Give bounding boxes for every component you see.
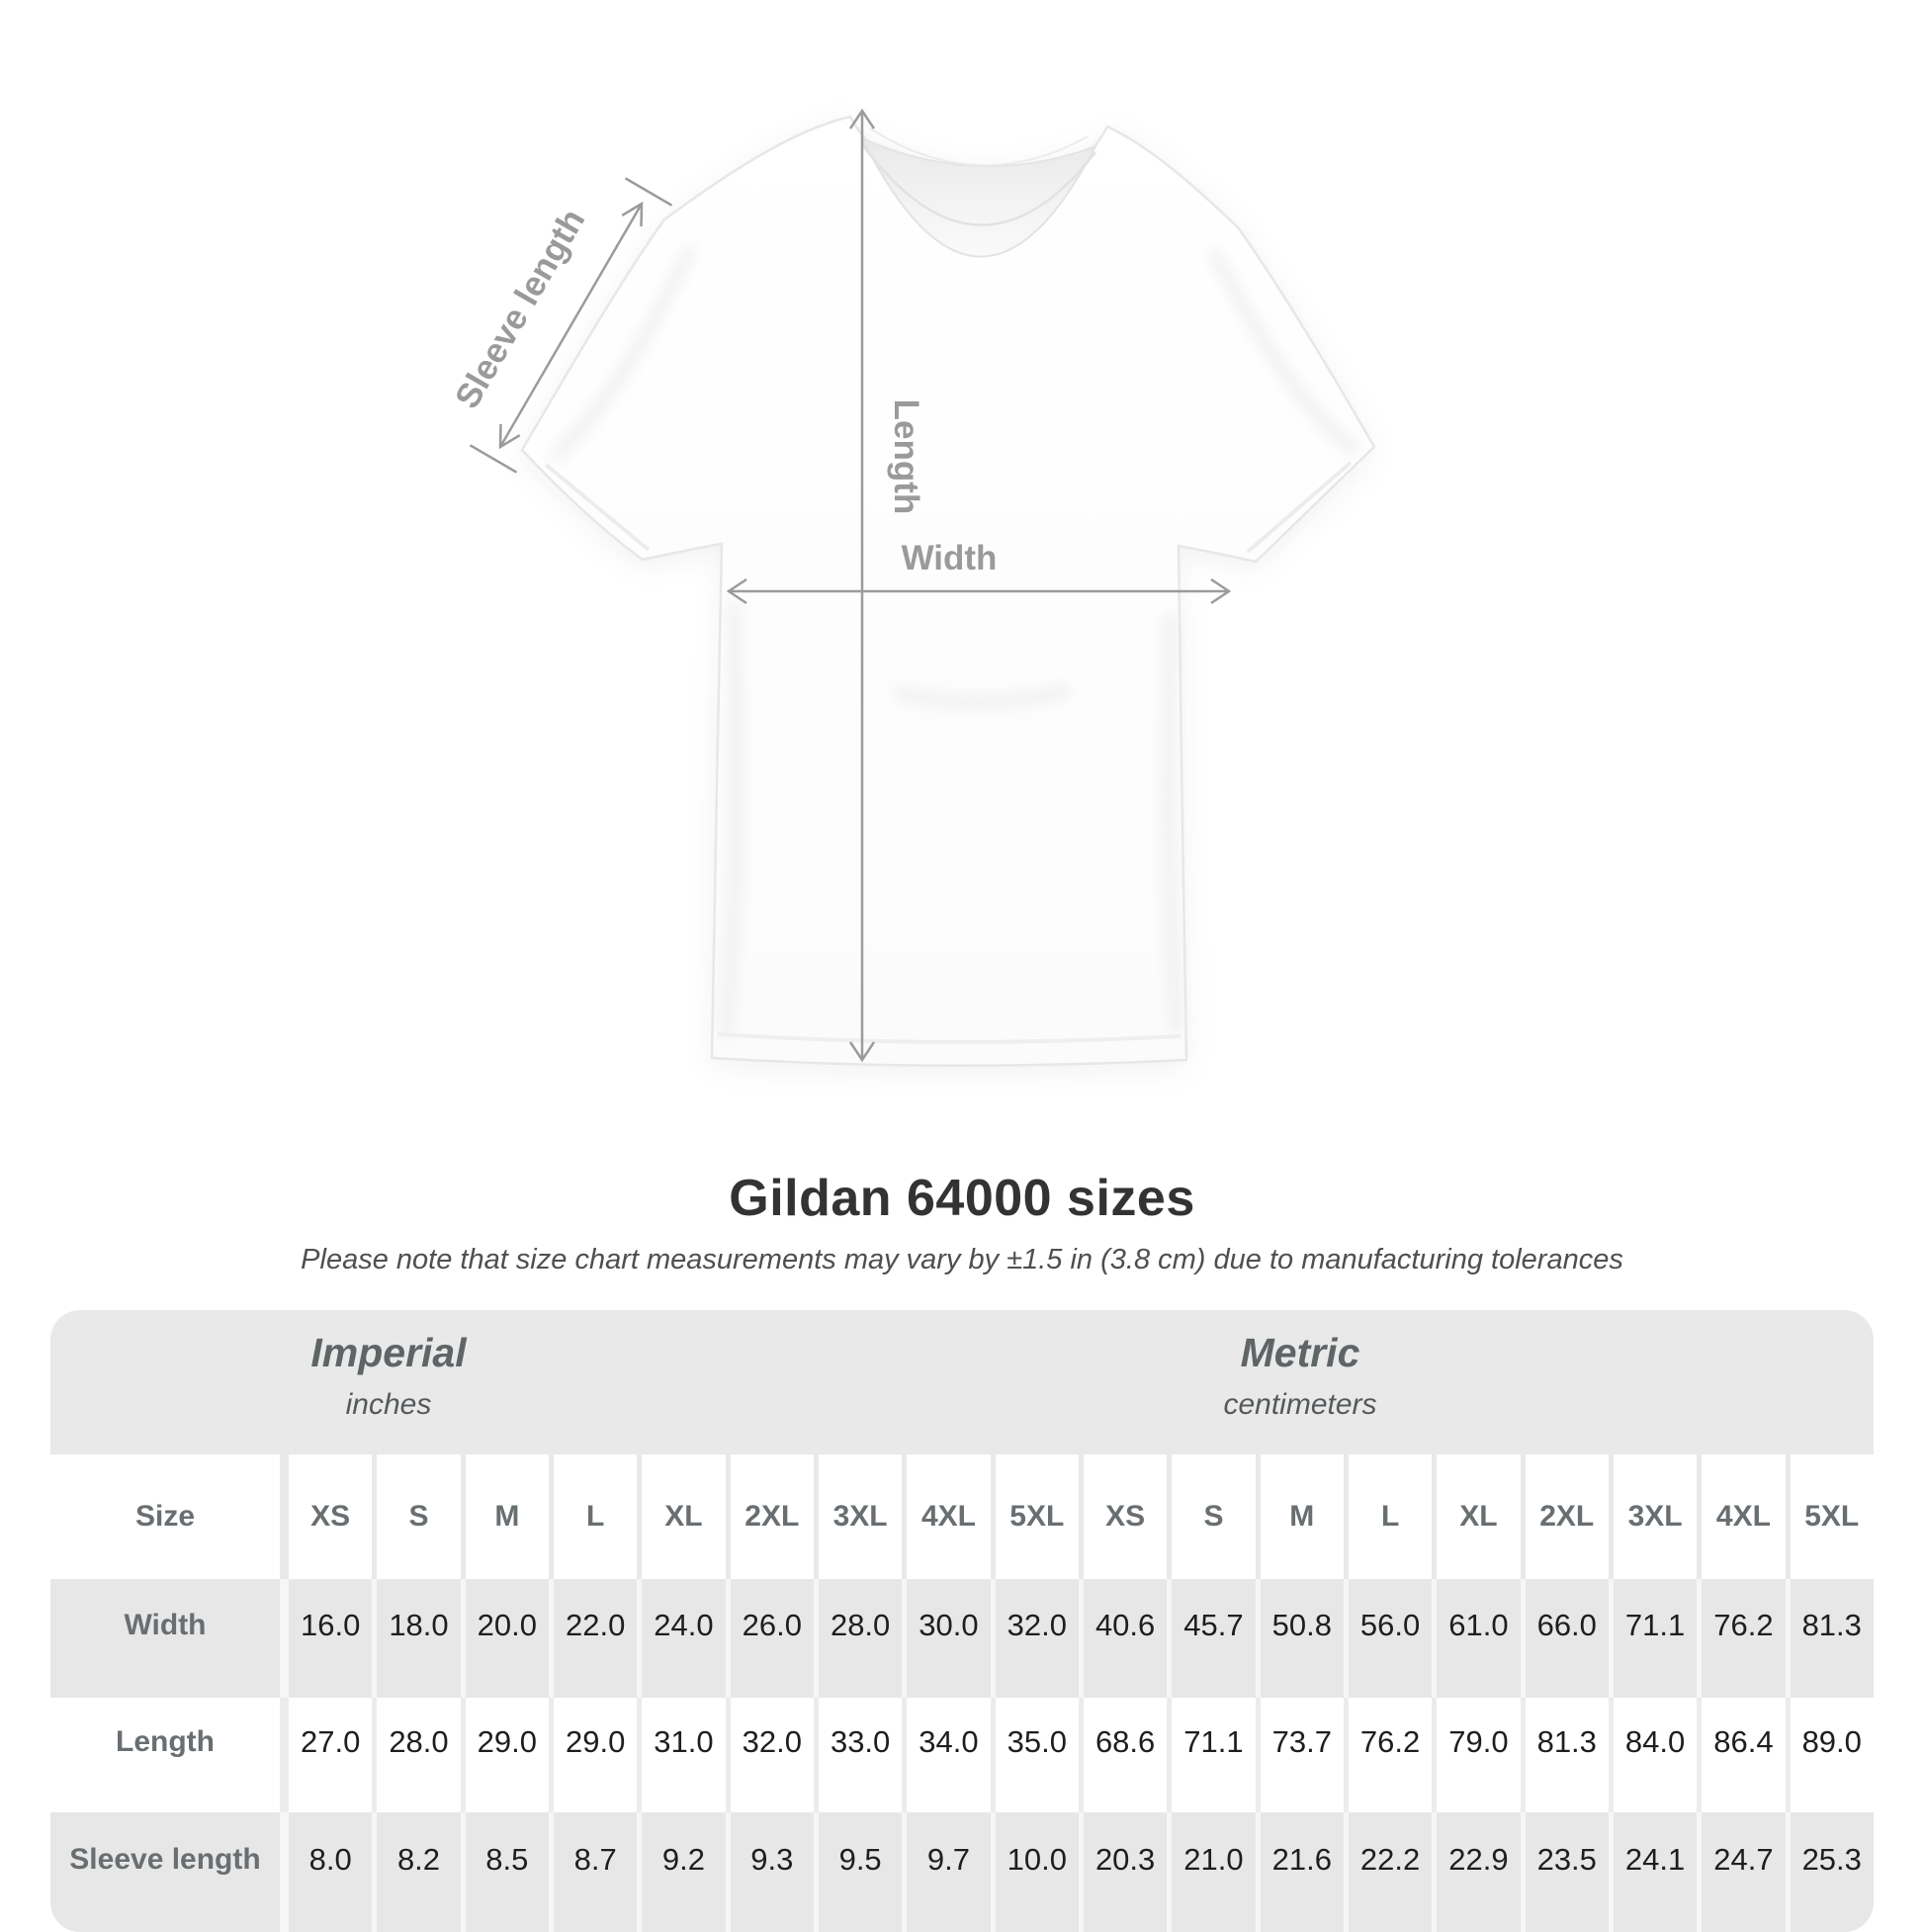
value-cell: 61.0 — [1437, 1579, 1520, 1698]
imperial-group-name: Imperial — [310, 1330, 467, 1375]
row-label: Length — [50, 1698, 280, 1812]
metric-group-name: Metric — [1240, 1330, 1360, 1375]
size-header-cell: M — [1261, 1454, 1344, 1579]
value-cell: 24.1 — [1614, 1812, 1697, 1932]
value-cell: 79.0 — [1437, 1698, 1520, 1812]
value-cell: 24.0 — [642, 1579, 725, 1698]
value-cell: 30.0 — [907, 1579, 990, 1698]
row-label: Sleeve length — [50, 1812, 280, 1932]
size-header-cell: XL — [642, 1454, 725, 1579]
value-cell: 22.2 — [1349, 1812, 1432, 1932]
table-header-row — [50, 1454, 1874, 1579]
size-column-header: Size — [50, 1454, 280, 1579]
metric-group-header — [727, 1310, 1874, 1454]
size-header-cell: 4XL — [1702, 1454, 1785, 1579]
size-header-cell: 2XL — [1526, 1454, 1609, 1579]
value-cell: 26.0 — [731, 1579, 814, 1698]
value-cell: 8.7 — [554, 1812, 637, 1932]
size-header-cell: 5XL — [1791, 1454, 1874, 1579]
metric-group-unit: centimeters — [1223, 1388, 1377, 1421]
value-cell: 76.2 — [1349, 1698, 1432, 1812]
value-cell: 22.0 — [554, 1579, 637, 1698]
value-cell: 35.0 — [996, 1698, 1079, 1812]
value-cell: 20.0 — [466, 1579, 549, 1698]
value-cell: 40.6 — [1084, 1579, 1167, 1698]
table-row-width — [50, 1579, 1874, 1698]
value-cell: 32.0 — [731, 1698, 814, 1812]
value-cell: 29.0 — [466, 1698, 549, 1812]
value-cell: 9.5 — [819, 1812, 902, 1932]
value-cell: 50.8 — [1261, 1579, 1344, 1698]
value-cell: 28.0 — [819, 1579, 902, 1698]
value-cell: 8.0 — [289, 1812, 372, 1932]
value-cell: 22.9 — [1437, 1812, 1520, 1932]
sleeve-length-label: Sleeve length — [447, 202, 593, 415]
value-cell: 8.2 — [377, 1812, 460, 1932]
value-cell: 28.0 — [377, 1698, 460, 1812]
size-header-cell: S — [377, 1454, 460, 1579]
value-cell: 89.0 — [1791, 1698, 1874, 1812]
value-cell: 27.0 — [289, 1698, 372, 1812]
size-header-cell: 3XL — [1614, 1454, 1697, 1579]
row-label: Width — [50, 1579, 280, 1698]
size-header-cell: 2XL — [731, 1454, 814, 1579]
value-cell: 68.6 — [1084, 1698, 1167, 1812]
value-cell: 8.5 — [466, 1812, 549, 1932]
tolerance-note: Please note that size chart measurements may vary by ±1.5 in (3.8 cm) due to manufacturing tolerances — [301, 1244, 1623, 1275]
value-cell: 34.0 — [907, 1698, 990, 1812]
width-label: Width — [901, 539, 998, 577]
page-title: Gildan 64000 sizes — [729, 1170, 1195, 1227]
value-cell: 29.0 — [554, 1698, 637, 1812]
size-header-cell: 4XL — [907, 1454, 990, 1579]
value-cell: 56.0 — [1349, 1579, 1432, 1698]
value-cell: 31.0 — [642, 1698, 725, 1812]
size-header-cell: L — [554, 1454, 637, 1579]
size-header-cell: L — [1349, 1454, 1432, 1579]
size-header-cell: XL — [1437, 1454, 1520, 1579]
value-cell: 45.7 — [1172, 1579, 1255, 1698]
imperial-group-header — [50, 1310, 727, 1454]
value-cell: 16.0 — [289, 1579, 372, 1698]
value-cell: 81.3 — [1526, 1698, 1609, 1812]
value-cell: 71.1 — [1614, 1579, 1697, 1698]
value-cell: 66.0 — [1526, 1579, 1609, 1698]
size-header-cell: XS — [1084, 1454, 1167, 1579]
size-header-cell: M — [466, 1454, 549, 1579]
value-cell: 76.2 — [1702, 1579, 1785, 1698]
value-cell: 32.0 — [996, 1579, 1079, 1698]
value-cell: 24.7 — [1702, 1812, 1785, 1932]
value-cell: 21.6 — [1261, 1812, 1344, 1932]
value-cell: 71.1 — [1172, 1698, 1255, 1812]
size-header-cell: S — [1172, 1454, 1255, 1579]
value-cell: 9.3 — [731, 1812, 814, 1932]
table-row-length — [50, 1698, 1874, 1812]
value-cell: 18.0 — [377, 1579, 460, 1698]
value-cell: 25.3 — [1791, 1812, 1874, 1932]
value-cell: 81.3 — [1791, 1579, 1874, 1698]
value-cell: 10.0 — [996, 1812, 1079, 1932]
value-cell: 20.3 — [1084, 1812, 1167, 1932]
length-label: Length — [887, 398, 925, 515]
size-header-cell: 3XL — [819, 1454, 902, 1579]
value-cell: 73.7 — [1261, 1698, 1344, 1812]
value-cell: 9.2 — [642, 1812, 725, 1932]
value-cell: 21.0 — [1172, 1812, 1255, 1932]
value-cell: 84.0 — [1614, 1698, 1697, 1812]
table-row-sleeve-length — [50, 1812, 1874, 1932]
value-cell: 33.0 — [819, 1698, 902, 1812]
size-table — [50, 1310, 1874, 1932]
value-cell: 23.5 — [1526, 1812, 1609, 1932]
value-cell: 9.7 — [907, 1812, 990, 1932]
size-header-cell: 5XL — [996, 1454, 1079, 1579]
imperial-group-unit: inches — [345, 1388, 432, 1421]
value-cell: 86.4 — [1702, 1698, 1785, 1812]
unit-group-row — [50, 1310, 1874, 1454]
size-header-cell: XS — [289, 1454, 372, 1579]
